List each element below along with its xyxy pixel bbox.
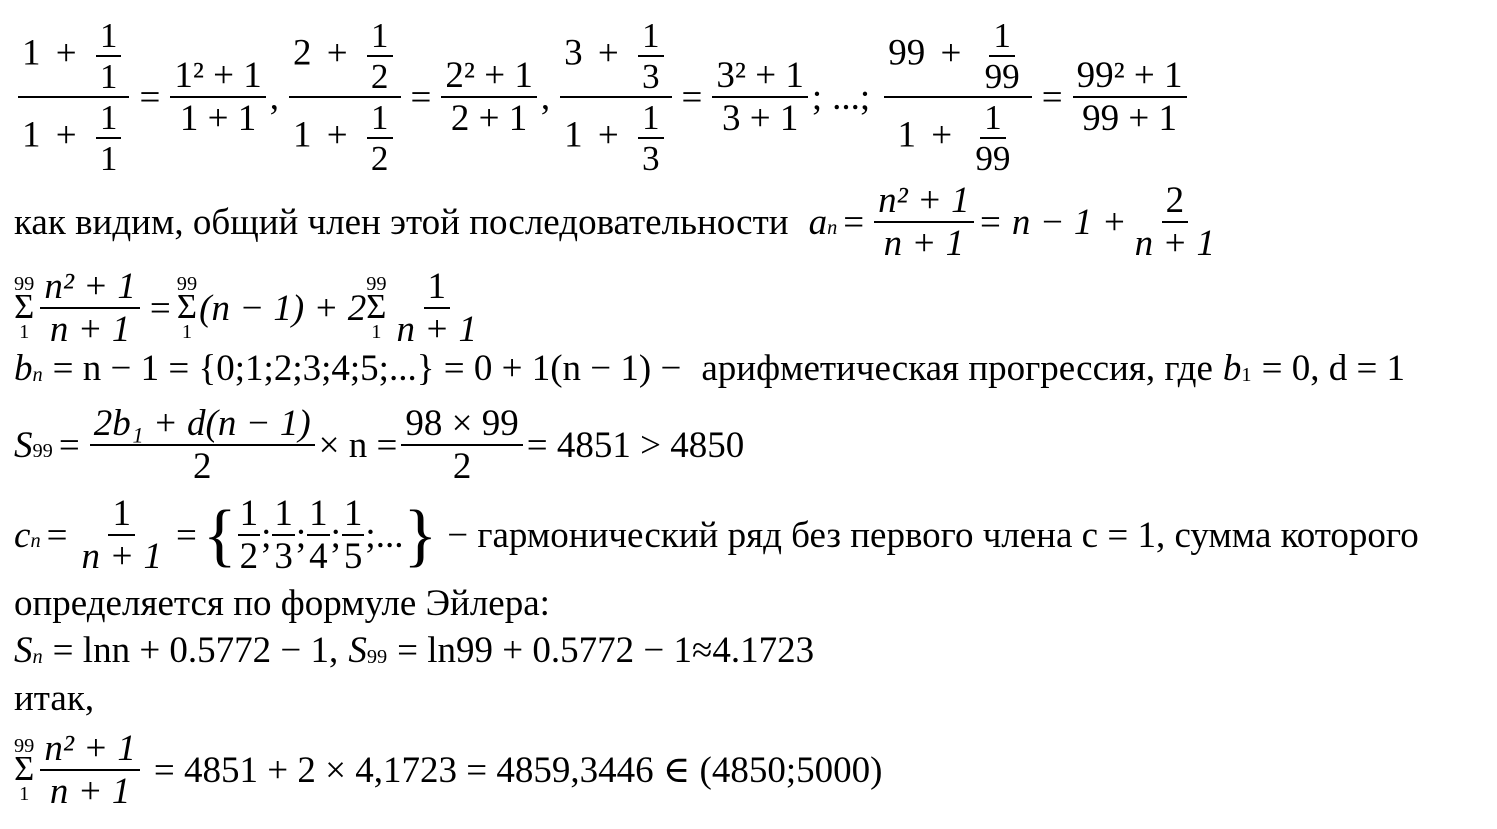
sum-symbol: 99 Σ 1 <box>176 272 198 343</box>
separator: ; <box>261 514 272 556</box>
rhs-fraction-1: $\frac{\text{1² + 1}}{1 + 1}$ <box>170 57 265 137</box>
harmonic-term: $\frac{1}{2}$ <box>239 493 259 577</box>
separator: ; <box>295 514 307 556</box>
harmonic-term: $\frac{1}{4}$ <box>309 493 328 577</box>
general-term-text: как видим, общий член этой последовательности <box>14 201 789 243</box>
euler-formula-line: S n = lnn + 0.5772 − 1, S 99 = ln99 + 0.5772 − 1≈4.1723 <box>14 630 815 671</box>
complex-fraction-99: 99 + $\frac{1}{99}$ 1 + $\frac{1}{99}$ <box>884 18 1032 177</box>
separator: ; <box>330 514 341 556</box>
complex-fraction-2: 2 + $\frac{1}{2}$ 1 + $\frac{1}{2}$ <box>289 18 400 177</box>
harmonic-term: $\frac{1}{3}$ <box>274 493 293 577</box>
sum-split-line: 99 Σ 1 $\frac{\text{n² + 1}}{n + 1}$ = 99 Σ 1 (n − 1) + 2 99 Σ 1 $\frac{1}{n + 1}$ <box>14 266 478 350</box>
conclusion-word: итак, <box>14 678 95 719</box>
euler-text-line: определяется по формуле Эйлера: <box>14 583 550 624</box>
final-result-line: 99 Σ 1 $\frac{\text{n² + 1}}{n + 1}$ = 4851 + 2 × 4,1723 = 4859,3446 ∈ (4850;5000) <box>14 728 883 812</box>
rhs-fraction-2: $\frac{\text{2² + 1}}{2 + 1}$ <box>441 57 536 137</box>
rhs-fraction-99: $\frac{\text{99² + 1}}{99 + 1}$ <box>1073 57 1187 137</box>
rhs-fraction-3: $\frac{\text{3² + 1}}{3 + 1}$ <box>712 57 807 137</box>
arithmetic-progression-line: b n = n − 1 = {0;1;2;3;4;5;...} = 0 + 1(n − 1) − арифметическая прогрессия, где b 1 = 0, d = 1 <box>14 348 1406 389</box>
complex-fraction-1: 1 + $\frac{1}{1}$ 1 + $\frac{1}{1}$ <box>18 18 129 177</box>
sum-symbol: 99 Σ 1 <box>14 272 35 343</box>
general-term-line: как видим, общий член этой последовательности a n = $\frac{\text{n² + 1}}{n + 1}$ = n − 1 + $\frac{2}{n + 1}$ <box>14 182 1223 262</box>
complex-fraction-3: 3 + $\frac{1}{3}$ 1 + $\frac{1}{3}$ <box>560 18 671 177</box>
sum-symbol: 99 Σ 1 <box>366 272 387 343</box>
equation-line-1: 1 + $\frac{1}{1}$ 1 + $\frac{1}{1}$ = $\frac{\text{1² + 1}}{1 + 1}$ , 2 + $\frac{1}{2}$ 1 + $\frac{1}{2}$ = $\frac{\text{2² + 1}}{2 + 1}$ , 3 + $\frac{1}{3}$ 1 + $\frac{1}{3}$ = $\frac{\text{3² + 1}}{3 + 1}$ ; ...; 99 + $\frac{1}{99}$ 1 + $\frac{1}{99}$ = $\frac{\text{99² + 1}}{99 + 1}$ <box>14 18 1191 177</box>
sum-symbol: 99 Σ 1 <box>14 734 35 805</box>
arithmetic-sum-line: S 99 = $\frac{\text{2b₁ + d(n − 1)}}{2}$ × n = $\frac{98 \times 99}{2}$ = 4851 > 4850 <box>14 403 745 487</box>
separator: ; <box>365 514 376 556</box>
general-term-fraction: $\frac{\text{n² + 1}}{n + 1}$ <box>874 182 974 262</box>
harmonic-line: c n = $\frac{1}{n + 1}$ = { $\frac{1}{2}$ ; $\frac{1}{3}$ ; $\frac{1}{4}$ ; $\frac{1}{5}$ ; ... } − гармонический ряд без первого члена c = 1, сумма которого <box>14 493 1419 577</box>
harmonic-set <box>237 495 376 575</box>
harmonic-term: $\frac{1}{5}$ <box>343 493 363 577</box>
remainder-fraction: $\frac{2}{n + 1}$ <box>1134 180 1216 264</box>
